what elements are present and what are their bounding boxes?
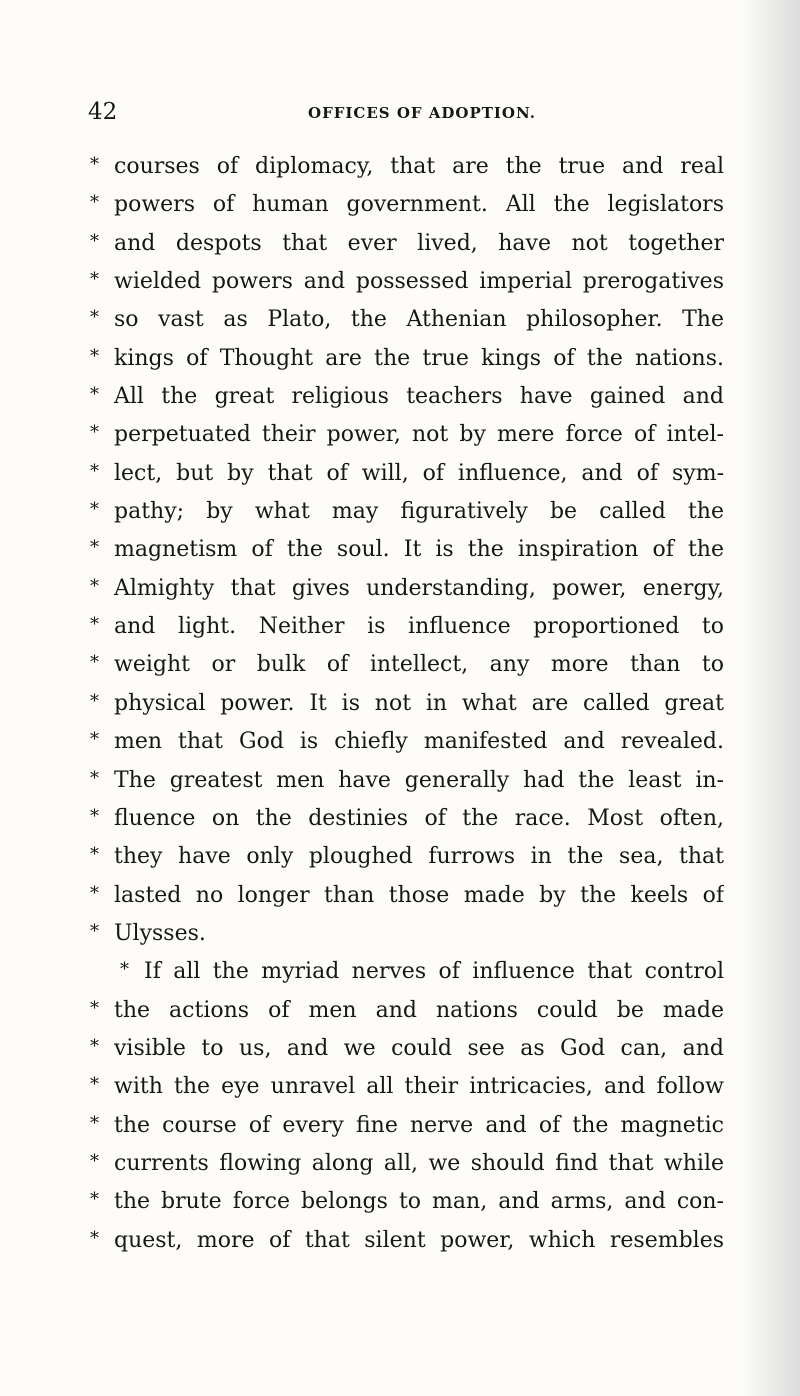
line-marker: * xyxy=(90,805,99,827)
line-text: and despots that ever lived, have not together xyxy=(114,230,724,256)
text-line xyxy=(90,570,724,608)
text-line xyxy=(90,762,724,800)
running-head: OFFICES OF ADOPTION. xyxy=(308,104,536,122)
line-marker: * xyxy=(90,1112,99,1134)
page-number: 42 xyxy=(88,99,118,125)
line-marker: * xyxy=(90,844,99,866)
line-text: they have only ploughed furrows in the sea, that xyxy=(114,844,724,870)
text-line xyxy=(90,1068,724,1106)
line-marker: * xyxy=(90,1074,99,1096)
line-marker: * xyxy=(90,460,99,482)
line-marker: * xyxy=(90,384,99,406)
line-text: men that God is chiefly manifested and revealed. xyxy=(114,729,724,755)
line-text: visible to us, and we could see as God can, and xyxy=(114,1035,724,1061)
line-marker: * xyxy=(90,1227,99,1249)
line-marker: * xyxy=(90,307,99,329)
line-marker: * xyxy=(90,345,99,367)
line-text: wielded powers and possessed imperial prerogatives xyxy=(114,269,724,295)
page-edge-shadow xyxy=(742,0,800,1396)
line-text: Ulysses. xyxy=(114,920,206,946)
line-text: kings of Thought are the true kings of the nations. xyxy=(114,345,724,371)
line-text: currents flowing along all, we should find that while xyxy=(114,1150,724,1176)
line-marker: * xyxy=(90,1189,99,1211)
line-marker: * xyxy=(90,1035,99,1057)
paragraph-first-line xyxy=(90,953,724,991)
line-marker: * xyxy=(90,422,99,444)
text-line xyxy=(90,992,724,1030)
line-marker: * xyxy=(90,652,99,674)
line-marker: * xyxy=(90,614,99,636)
line-text: quest, more of that silent power, which resembles xyxy=(114,1227,724,1253)
line-marker: * xyxy=(90,882,99,904)
line-text: so vast as Plato, the Athenian philosopher. The xyxy=(114,307,724,333)
line-text: Almighty that gives understanding, power, energy, xyxy=(114,575,724,601)
line-text: the actions of men and nations could be made xyxy=(114,997,724,1023)
text-line xyxy=(90,416,724,454)
text-line xyxy=(90,340,724,378)
line-text: and light. Neither is influence proportioned to xyxy=(114,614,724,640)
text-line xyxy=(90,608,724,646)
line-text: If all the myriad nerves of influence that control xyxy=(144,959,724,985)
text-line xyxy=(90,301,724,339)
line-marker: * xyxy=(90,269,99,291)
text-line xyxy=(90,723,724,761)
line-marker: * xyxy=(90,230,99,252)
line-text: pathy; by what may figuratively be called the xyxy=(114,499,724,525)
line-marker: * xyxy=(90,154,99,175)
line-marker: * xyxy=(90,192,99,214)
line-marker: * xyxy=(120,959,129,981)
text-line xyxy=(90,1183,724,1221)
line-text: The greatest men have generally had the least in- xyxy=(114,767,724,793)
text-line xyxy=(90,225,724,263)
line-marker: * xyxy=(90,537,99,559)
text-line xyxy=(90,531,724,569)
line-text: fluence on the destinies of the race. Most often, xyxy=(114,805,724,831)
text-line xyxy=(90,877,724,915)
text-line xyxy=(90,646,724,684)
line-marker: * xyxy=(90,690,99,712)
line-text: physical power. It is not in what are called great xyxy=(114,690,724,716)
text-line xyxy=(90,1145,724,1183)
line-text: with the eye unravel all their intricacies, and follow xyxy=(114,1074,724,1100)
line-text: powers of human government. All the legislators xyxy=(114,192,724,218)
line-text: magnetism of the soul. It is the inspiration of the xyxy=(114,537,724,563)
text-line xyxy=(90,493,724,531)
text-line xyxy=(90,1030,724,1068)
line-marker: * xyxy=(90,729,99,751)
line-marker: * xyxy=(90,920,99,942)
line-text: weight or bulk of intellect, any more than to xyxy=(114,652,724,678)
text-line xyxy=(90,915,724,953)
line-text: perpetuated their power, not by mere force of intel- xyxy=(114,422,724,448)
text-line xyxy=(90,263,724,301)
text-line xyxy=(90,378,724,416)
line-marker: * xyxy=(90,499,99,521)
line-text: the course of every fine nerve and of the magnetic xyxy=(114,1112,724,1138)
text-line xyxy=(90,1222,724,1260)
line-text: the brute force belongs to man, and arms, and con- xyxy=(114,1189,724,1215)
line-text: courses of diplomacy, that are the true and real xyxy=(114,154,724,179)
text-line xyxy=(90,455,724,493)
body-text xyxy=(90,148,724,1260)
line-marker: * xyxy=(90,997,99,1019)
line-text: All the great religious teachers have gained and xyxy=(114,384,724,410)
text-line xyxy=(90,148,724,186)
line-text: lect, but by that of will, of influence, and of sym- xyxy=(114,460,724,486)
line-marker: * xyxy=(90,767,99,789)
line-marker: * xyxy=(90,1150,99,1172)
text-line xyxy=(90,1107,724,1145)
text-line xyxy=(90,685,724,723)
text-line xyxy=(90,186,724,224)
text-line xyxy=(90,838,724,876)
line-text: lasted no longer than those made by the keels of xyxy=(114,882,724,908)
line-marker: * xyxy=(90,575,99,597)
text-line xyxy=(90,800,724,838)
page-header xyxy=(88,96,728,128)
